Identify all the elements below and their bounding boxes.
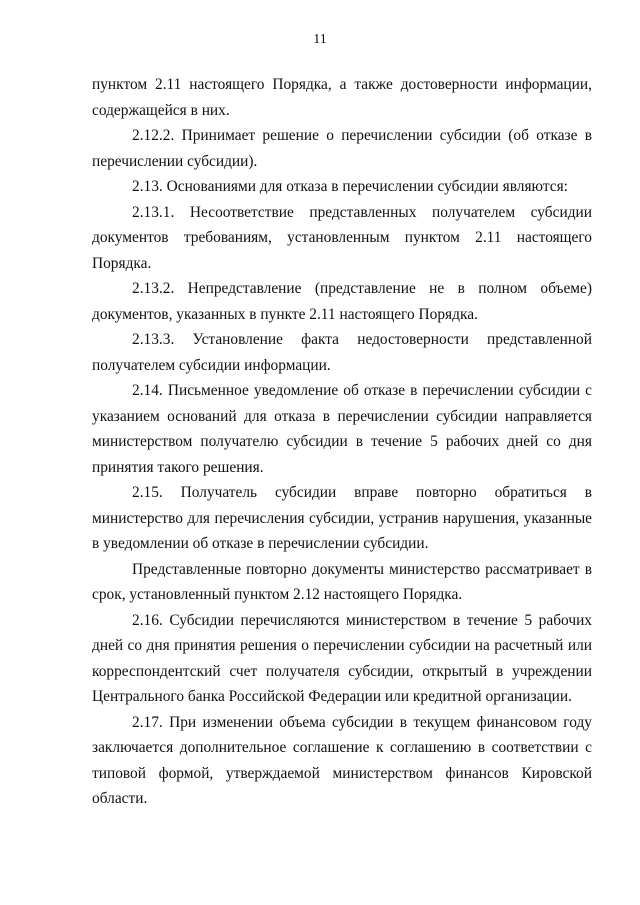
paragraph-2-13-1: 2.13.1. Несоответствие представленных получателем субсидии документов требованиям, установленным пунктом 2.11 настоящего Порядка. [92, 203, 592, 272]
paragraph-2-13-2: 2.13.2. Непредставление (представление не в полном объеме) документов, указанных в пункте 2.11 настоящего Порядка. [92, 280, 592, 323]
paragraph-2-16: 2.16. Субсидии перечисляются министерством в течение 5 рабочих дней со дня принятия решения о перечислении субсидии на расчетный или корреспондентский счет получателя субсидии, открытый в учреждении Центрального банка Российской Федерации или кредитной организации. [92, 611, 592, 705]
paragraph-2-15-resubmission: Представленные повторно документы министерство рассматривает в срок, установленный пунктом 2.12 настоящего Порядка. [92, 560, 592, 603]
paragraph-2-13-3: 2.13.3. Установление факта недостоверности представленной получателем субсидии информации. [92, 331, 592, 374]
paragraph-2-13: 2.13. Основаниями для отказа в перечислении субсидии являются: [132, 178, 568, 195]
document-body [92, 72, 592, 812]
page-number: 11 [313, 32, 327, 47]
paragraph-continuation-2-12-1: пунктом 2.11 настоящего Порядка, а также достоверности информации, содержащейся в них. [92, 76, 592, 119]
paragraph-2-12-2: 2.12.2. Принимает решение о перечислении субсидии (об отказе в перечислении субсидии). [92, 127, 592, 170]
paragraph-2-14: 2.14. Письменное уведомление об отказе в перечислении субсидии с указанием оснований для отказа в перечислении субсидии направляется министерством получателю субсидии в течение 5 рабочих дней со дня принятия такого решения. [92, 382, 592, 476]
paragraph-2-15: 2.15. Получатель субсидии вправе повторно обратиться в министерство для перечисления субсидии, устранив нарушения, указанные в уведомлении об отказе в перечислении субсидии. [92, 484, 592, 552]
paragraph-2-17: 2.17. При изменении объема субсидии в текущем финансовом году заключается дополнительное соглашение к соглашению в соответствии с типовой формой, утверждаемой министерством финансов Кировской области. [92, 713, 592, 807]
